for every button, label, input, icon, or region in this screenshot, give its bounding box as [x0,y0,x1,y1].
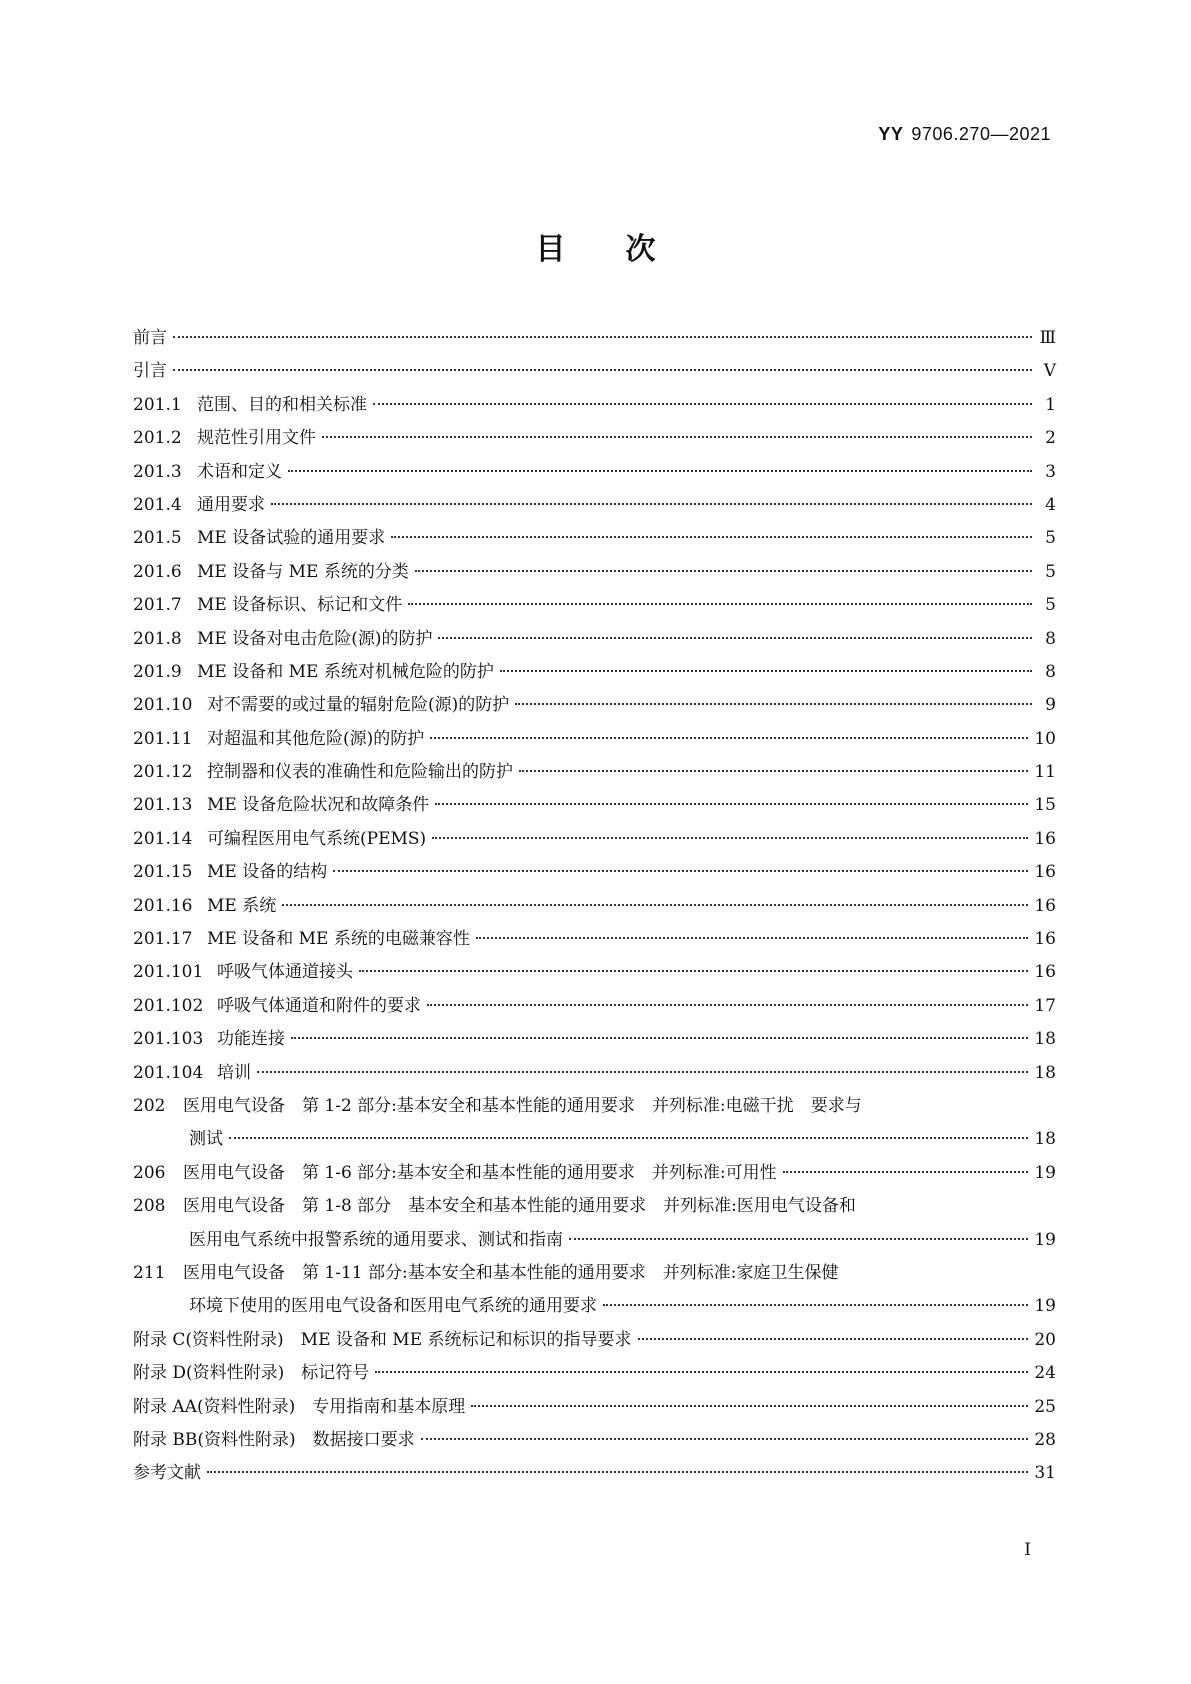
toc-entry[interactable] [133,1325,1056,1358]
table-of-contents [133,323,1056,1492]
toc-entry-title: ME 设备试验的通用要求 [197,528,386,549]
toc-entry-continuation[interactable] [133,1291,1056,1324]
toc-entry-page: 8 [1045,628,1056,649]
toc-entry-number: 201.12 [133,762,193,783]
toc-entry[interactable] [133,891,1056,924]
toc-entry-number: 201.14 [133,828,193,849]
toc-entry[interactable] [133,1392,1056,1425]
toc-entry-number: 201.16 [133,895,193,916]
toc-entry-page: Ⅴ [1043,361,1056,382]
toc-entry-page: 20 [1034,1329,1056,1350]
toc-entry-title: 引言 [133,361,167,382]
toc-entry-title: ME 设备对电击危险(源)的防护 [197,628,433,649]
toc-entry-title-continued: 医用电气系统中报警系统的通用要求、测试和指南 [189,1229,563,1250]
toc-entry[interactable] [133,957,1056,990]
toc-leader-dots [500,670,1032,672]
toc-entry-page: 18 [1034,1129,1056,1150]
toc-leader-dots [569,1238,1028,1240]
toc-entry-title: 附录 AA(资料性附录) 专用指南和基本原理 [133,1396,466,1417]
toc-entry-page: 9 [1045,695,1056,716]
standard-code [878,124,1051,145]
toc-entry-page: 11 [1034,762,1056,783]
toc-leader-dots [322,436,1032,438]
toc-leader-dots [359,970,1028,972]
toc-leader-dots [430,737,1028,739]
toc-leader-dots [271,503,1032,505]
toc-entry-page: 19 [1034,1162,1056,1183]
toc-entry-number: 201.7 [133,595,182,616]
toc-entry-page: 5 [1045,595,1056,616]
toc-entry[interactable] [133,1058,1056,1091]
toc-entry[interactable] [133,590,1056,623]
toc-entry-page: 2 [1045,428,1056,449]
toc-entry-page: 18 [1034,1029,1056,1050]
toc-entry-page: 5 [1045,528,1056,549]
toc-entry[interactable] [133,1425,1056,1458]
toc-leader-dots [173,369,1032,371]
toc-entry-title: 规范性引用文件 [197,428,316,449]
toc-entry-number: 201.1 [133,394,182,415]
toc-entry[interactable] [133,1458,1056,1491]
toc-entry-number: 208 [133,1196,166,1217]
toc-entry-title: 医用电气设备 第 1-6 部分:基本安全和基本性能的通用要求 并列标准:可用性 [183,1162,777,1183]
toc-entry-page: 16 [1034,895,1056,916]
standard-number: 9706.270—2021 [911,124,1051,144]
toc-leader-dots [603,1304,1028,1306]
toc-entry-title: 培训 [217,1062,251,1083]
toc-entry-page: 19 [1034,1296,1056,1317]
toc-entry[interactable] [133,757,1056,790]
toc-entry-page: 31 [1034,1463,1056,1484]
toc-entry-number: 201.4 [133,494,182,515]
toc-entry-page: 16 [1034,828,1056,849]
toc-leader-dots [282,904,1028,906]
toc-leader-dots [515,703,1032,705]
toc-entry-title: ME 系统 [207,895,277,916]
page-title: 目次 [535,232,716,267]
toc-entry-number: 201.6 [133,561,182,582]
toc-leader-dots [391,536,1032,538]
toc-entry-continuation[interactable] [133,1225,1056,1258]
toc-entry-page: 4 [1045,494,1056,515]
toc-leader-dots [257,1071,1028,1073]
toc-entry-number: 201.101 [133,962,204,983]
toc-entry-page: 8 [1045,661,1056,682]
toc-entry-number: 206 [133,1162,166,1183]
toc-entry[interactable] [133,1191,1056,1224]
toc-entry-page: 18 [1034,1062,1056,1083]
toc-entry-number: 201.11 [133,728,193,749]
toc-entry-page: 3 [1045,461,1056,482]
toc-entry[interactable] [133,724,1056,757]
toc-entry[interactable] [133,690,1056,723]
toc-entry-title: 范围、目的和相关标准 [197,394,367,415]
toc-entry-title-continued: 测试 [189,1129,223,1150]
toc-entry[interactable] [133,624,1056,657]
toc-entry-title: ME 设备与 ME 系统的分类 [197,561,409,582]
toc-entry[interactable] [133,790,1056,823]
toc-entry-title: 附录 BB(资料性附录) 数据接口要求 [133,1429,415,1450]
toc-entry[interactable] [133,1358,1056,1391]
toc-entry-page: 19 [1034,1229,1056,1250]
toc-entry[interactable] [133,657,1056,690]
toc-entry-title: 附录 D(资料性附录) 标记符号 [133,1363,370,1384]
toc-leader-dots [288,470,1032,472]
toc-entry[interactable] [133,356,1056,389]
toc-entry[interactable] [133,490,1056,523]
toc-leader-dots [333,870,1028,872]
toc-entry-title: 控制器和仪表的准确性和危险输出的防护 [207,762,513,783]
toc-leader-dots [638,1338,1029,1340]
toc-entry-title: 医用电气设备 第 1-11 部分:基本安全和基本性能的通用要求 并列标准:家庭卫生保健 [183,1262,839,1283]
toc-entry[interactable] [133,557,1056,590]
toc-leader-dots [207,1471,1028,1473]
toc-entry[interactable] [133,857,1056,890]
toc-leader-dots [291,1037,1028,1039]
toc-entry-page: 5 [1045,561,1056,582]
toc-entry-title: 功能连接 [217,1029,285,1050]
toc-entry[interactable] [133,991,1056,1024]
toc-entry-title: 术语和定义 [197,461,282,482]
toc-entry-page: 16 [1034,962,1056,983]
toc-leader-dots [421,1438,1029,1440]
toc-entry-title: 医用电气设备 第 1-2 部分:基本安全和基本性能的通用要求 并列标准:电磁干扰 要求与 [183,1095,862,1116]
toc-entry-number: 201.10 [133,695,193,716]
toc-entry-title: 附录 C(资料性附录) ME 设备和 ME 系统标记和标识的指导要求 [133,1329,632,1350]
toc-entry-page: Ⅲ [1039,328,1056,348]
toc-leader-dots [375,1371,1028,1373]
toc-leader-dots [783,1171,1029,1173]
toc-entry[interactable] [133,824,1056,857]
toc-entry-number: 211 [133,1262,166,1283]
toc-entry-number: 201.5 [133,528,182,549]
toc-leader-dots [476,937,1029,939]
toc-entry-title: ME 设备危险状况和故障条件 [207,795,430,816]
toc-entry[interactable] [133,423,1056,456]
toc-entry-number: 202 [133,1095,166,1116]
toc-entry-title: 通用要求 [197,494,265,515]
toc-entry-title: ME 设备的结构 [207,862,328,883]
toc-entry-number: 201.104 [133,1062,204,1083]
toc-entry-title: 医用电气设备 第 1-8 部分 基本安全和基本性能的通用要求 并列标准:医用电气设备和 [183,1196,856,1217]
toc-entry-number: 201.3 [133,461,182,482]
toc-entry-title: 呼吸气体通道接头 [217,962,353,983]
toc-entry-number: 201.103 [133,1029,204,1050]
toc-leader-dots [415,570,1032,572]
toc-entry-title: 对不需要的或过量的辐射危险(源)的防护 [207,695,510,716]
toc-entry-number: 201.13 [133,795,193,816]
toc-leader-dots [427,1004,1028,1006]
toc-entry-title: 可编程医用电气系统(PEMS) [207,828,427,849]
toc-entry-title: 呼吸气体通道和附件的要求 [217,995,421,1016]
standard-prefix: YY [878,124,904,144]
page-number: I [1024,1540,1031,1560]
toc-entry[interactable] [133,390,1056,423]
toc-entry-number: 201.17 [133,929,193,950]
toc-entry-page: 1 [1045,394,1056,415]
toc-entry-number: 201.102 [133,995,204,1016]
toc-entry-title: 参考文献 [133,1463,201,1484]
toc-entry[interactable] [133,1158,1056,1191]
toc-entry-page: 28 [1034,1429,1056,1450]
toc-entry-number: 201.8 [133,628,182,649]
toc-entry-title: ME 设备和 ME 系统的电磁兼容性 [207,929,470,950]
toc-entry[interactable] [133,1258,1056,1291]
toc-entry-continuation[interactable] [133,1124,1056,1157]
toc-leader-dots [435,803,1028,805]
toc-entry[interactable] [133,1091,1056,1124]
toc-entry-title: 对超温和其他危险(源)的防护 [207,728,425,749]
toc-entry-page: 15 [1034,795,1056,816]
toc-entry-page: 25 [1034,1396,1056,1417]
toc-entry-title-continued: 环境下使用的医用电气设备和医用电气系统的通用要求 [189,1296,597,1317]
toc-leader-dots [438,637,1032,639]
toc-leader-dots [373,403,1032,405]
toc-entry[interactable] [133,924,1056,957]
toc-leader-dots [471,1405,1028,1407]
toc-leader-dots [408,603,1032,605]
toc-entry-number: 201.9 [133,661,182,682]
toc-entry[interactable] [133,457,1056,490]
toc-leader-dots [173,336,1032,338]
toc-entry-title: ME 设备标识、标记和文件 [197,595,403,616]
toc-entry-title: ME 设备和 ME 系统对机械危险的防护 [197,661,494,682]
toc-leader-dots [229,1137,1028,1139]
toc-entry-number: 201.15 [133,862,193,883]
toc-entry[interactable] [133,523,1056,556]
toc-entry-page: 16 [1034,929,1056,950]
toc-entry-page: 17 [1034,995,1056,1016]
toc-entry-number: 201.2 [133,428,182,449]
toc-entry-page: 10 [1034,728,1056,749]
toc-leader-dots [432,837,1028,839]
toc-entry-page: 16 [1034,862,1056,883]
toc-entry[interactable] [133,1024,1056,1057]
toc-leader-dots [519,770,1028,772]
toc-entry-title: 前言 [133,328,167,348]
toc-entry[interactable] [133,323,1056,356]
toc-entry-page: 24 [1034,1363,1056,1384]
